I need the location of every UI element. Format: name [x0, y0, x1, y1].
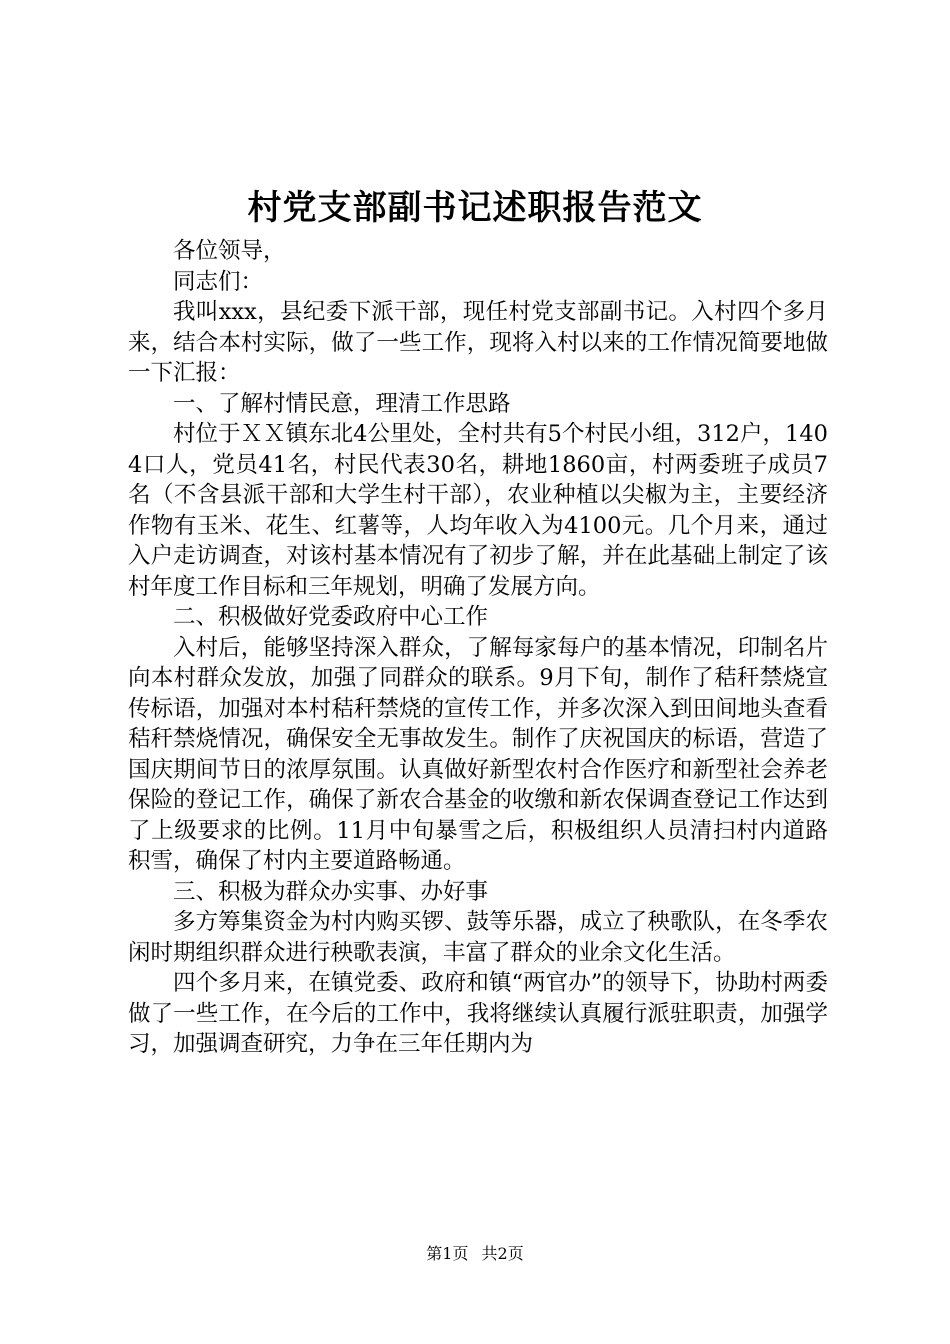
salutation-leaders: 各位领导， [173, 238, 286, 264]
page-number-total: 共2页 [481, 1244, 524, 1263]
document-title: 村党支部副书记述职报告范文 [247, 188, 703, 228]
document-body [128, 236, 828, 1060]
section-2-paragraph: 入村后，能够坚持深入群众，了解每家每户的基本情况，印制名片向本村群众发放，加强了同群众的联系。9月下旬，制作了秸秆禁烧宣传标语，加强对本村秸秆禁烧的宣传工作，并多次深入到田间地头查看秸秆禁烧情况，确保安全无事故发生。制作了庆祝国庆的标语，营造了国庆期间节日的浓厚氛围。认真做好新型农村合作医疗和新型社会养老保险的登记工作，确保了新农合基金的收缴和新农保调查登记工作达到了上级要求的比例。11月中旬暴雪之后，积极组织人员清扫村内道路积雪，确保了村内主要道路畅通。 [128, 634, 828, 874]
page-footer [0, 1242, 950, 1266]
section-heading-2: 二、积极做好党委政府中心工作 [173, 604, 489, 630]
page-number-current: 第1页 [426, 1244, 469, 1263]
closing-paragraph: 四个多月来，在镇党委、政府和镇“两官办”的领导下，协助村两委做了一些工作，在今后的工作中，我将继续认真履行派驻职责，加强学习，加强调查研究，力争在三年任期内为 [128, 970, 828, 1057]
section-3-paragraph: 多方筹集资金为村内购买锣、鼓等乐器，成立了秧歌队，在冬季农闲时期组织群众进行秧歌表演，丰富了群众的业余文化生活。 [128, 909, 828, 966]
salutation-comrades: 同志们： [173, 268, 264, 295]
intro-paragraph: 我叫xxx，县纪委下派干部，现任村党支部副书记。入村四个多月来，结合本村实际，做了一些工作，现将入村以来的工作情况简要地做一下汇报： [128, 299, 828, 386]
section-1-paragraph: 村位于ＸＸ镇东北4公里处，全村共有5个村民小组，312户，1404口人，党员41名，村民代表30名，耕地1860亩，村两委班子成员7名（不含县派干部和大学生村干部），农业种植以尖椒为主，主要经济作物有玉米、花生、红薯等，人均年收入为4100元。几个月来，通过入户走访调查，对该村基本情况有了初步了解，并在此基础上制定了该村年度工作目标和三年规划，明确了发展方向。 [128, 421, 828, 600]
section-heading-3: 三、积极为群众办实事、办好事 [173, 878, 489, 905]
section-heading-1: 一、了解村情民意，理清工作思路 [173, 390, 511, 417]
